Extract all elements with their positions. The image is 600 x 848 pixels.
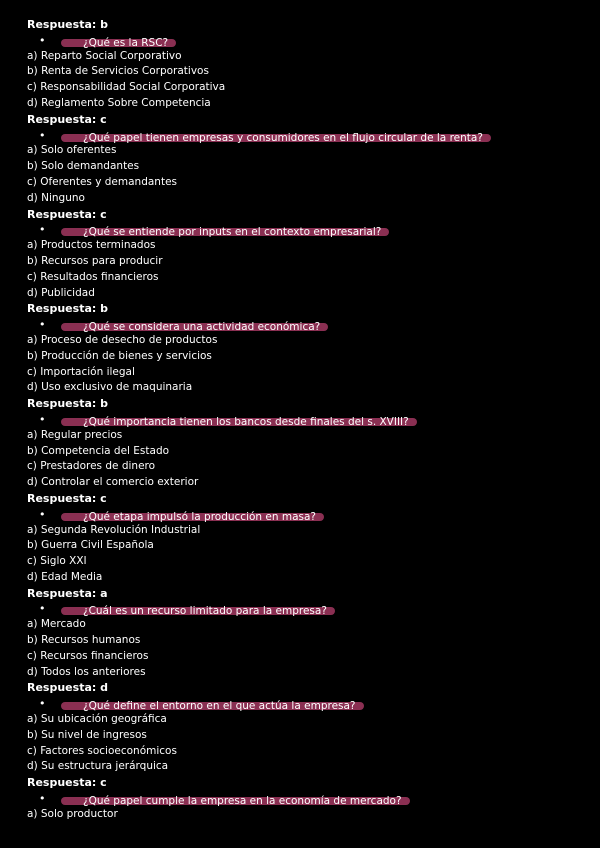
question-text: ¿Qué etapa impulsó la producción en masa? (83, 510, 317, 523)
answer-option: a) Solo oferentes (27, 144, 117, 157)
answer-option: b) Solo demandantes (27, 160, 140, 173)
answer-option: c) Factores socioeconómicos (27, 744, 177, 757)
answer-option: d) Publicidad (27, 286, 95, 299)
answer-option: a) Su ubicación geográfica (27, 713, 167, 726)
answer-option: a) Segunda Revolución Industrial (27, 523, 201, 536)
answer-option: d) Edad Media (27, 570, 103, 583)
bullet-icon: • (39, 128, 46, 142)
bullet-icon: • (39, 507, 46, 521)
options-list (27, 143, 587, 206)
answer-option: c) Oferentes y demandantes (27, 175, 178, 188)
question-row (27, 317, 587, 333)
answer-option: b) Recursos humanos (27, 634, 141, 647)
options-list (27, 238, 587, 301)
answer-label: Respuesta: c (27, 491, 107, 505)
question-text: ¿Qué importancia tienen los bancos desde finales del s. XVIII? (83, 415, 409, 428)
answer-option: b) Renta de Servicios Corporativos (27, 65, 209, 78)
answer-option: b) Producción de bienes y servicios (27, 349, 212, 362)
quiz-block (27, 301, 587, 396)
options-list (27, 49, 587, 112)
answer-label: Respuesta: b (27, 397, 108, 411)
answer-option: a) Proceso de desecho de productos (27, 333, 218, 346)
question-wrap (61, 412, 409, 428)
quiz-block (27, 207, 587, 302)
answer-option: a) Productos terminados (27, 239, 156, 252)
question-text: ¿Qué se considera una actividad económica? (83, 321, 321, 334)
quiz-block (27, 491, 587, 586)
question-row (27, 222, 587, 238)
bullet-icon: • (39, 223, 46, 237)
answer-option: d) Controlar el comercio exterior (27, 476, 199, 489)
question-wrap (61, 507, 316, 523)
answer-option: c) Siglo XXI (27, 555, 87, 568)
answer-option: a) Regular precios (27, 428, 123, 441)
quiz-block (27, 586, 587, 681)
question-row (27, 128, 587, 144)
options-list (27, 617, 587, 680)
answer-label: Respuesta: c (27, 207, 107, 221)
answer-option: b) Competencia del Estado (27, 444, 170, 457)
answer-label: Respuesta: b (27, 18, 108, 31)
quiz-block (27, 680, 587, 775)
answer-option: a) Mercado (27, 618, 86, 631)
quiz-block (27, 775, 587, 822)
question-wrap (61, 128, 483, 144)
question-text: ¿Qué papel cumple la empresa en la economía de mercado? (83, 795, 402, 808)
bullet-icon: • (39, 602, 46, 616)
answer-option: d) Todos los anteriores (27, 665, 146, 678)
answer-label: Respuesta: a (27, 586, 108, 600)
answer-option: a) Reparto Social Corporativo (27, 49, 182, 62)
question-text: ¿Qué es la RSC? (83, 36, 169, 49)
question-row (27, 412, 587, 428)
question-wrap (61, 601, 327, 617)
question-wrap (61, 696, 356, 712)
options-list (27, 523, 587, 586)
question-text: ¿Qué se entiende por inputs en el contexto empresarial? (83, 226, 382, 239)
bullet-icon: • (39, 697, 46, 711)
quiz-blocks (27, 17, 587, 823)
answer-option: b) Recursos para producir (27, 254, 163, 267)
quiz-block (27, 17, 587, 112)
answer-option: d) Reglamento Sobre Competencia (27, 96, 211, 109)
options-list (27, 333, 587, 396)
question-wrap (61, 317, 320, 333)
question-row (27, 601, 587, 617)
answer-option: c) Recursos financieros (27, 649, 149, 662)
bullet-icon: • (39, 33, 46, 47)
answer-option: b) Su nivel de ingresos (27, 728, 147, 741)
question-row (27, 696, 587, 712)
quiz-document (27, 17, 587, 823)
question-row (27, 507, 587, 523)
bullet-icon: • (39, 792, 46, 806)
answer-option: c) Responsabilidad Social Corporativa (27, 81, 226, 94)
quiz-block (27, 112, 587, 207)
answer-label: Respuesta: c (27, 112, 107, 126)
answer-option: d) Su estructura jerárquica (27, 760, 169, 773)
options-list (27, 428, 587, 491)
answer-option: c) Importación ilegal (27, 365, 135, 378)
question-text: ¿Cuál es un recurso limitado para la empresa? (83, 605, 327, 618)
answer-label: Respuesta: d (27, 681, 108, 695)
question-wrap (61, 791, 402, 807)
answer-option: c) Resultados financieros (27, 270, 159, 283)
answer-label: Respuesta: b (27, 302, 108, 316)
question-wrap (61, 33, 168, 49)
question-row (27, 791, 587, 807)
options-list (27, 712, 587, 775)
question-text: ¿Qué define el entorno en el que actúa la empresa? (83, 700, 356, 713)
bullet-icon: • (39, 412, 46, 426)
question-wrap (61, 222, 381, 238)
answer-option: a) Solo productor (27, 807, 118, 820)
answer-option: c) Prestadores de dinero (27, 460, 156, 473)
quiz-block (27, 396, 587, 491)
answer-option: b) Guerra Civil Española (27, 539, 154, 552)
question-text: ¿Qué papel tienen empresas y consumidores en el flujo circular de la renta? (83, 131, 483, 144)
question-row (27, 33, 587, 49)
answer-label: Respuesta: c (27, 776, 107, 790)
answer-option: d) Uso exclusivo de maquinaria (27, 381, 193, 394)
answer-option: d) Ninguno (27, 191, 85, 204)
options-list (27, 807, 587, 823)
bullet-icon: • (39, 318, 46, 332)
